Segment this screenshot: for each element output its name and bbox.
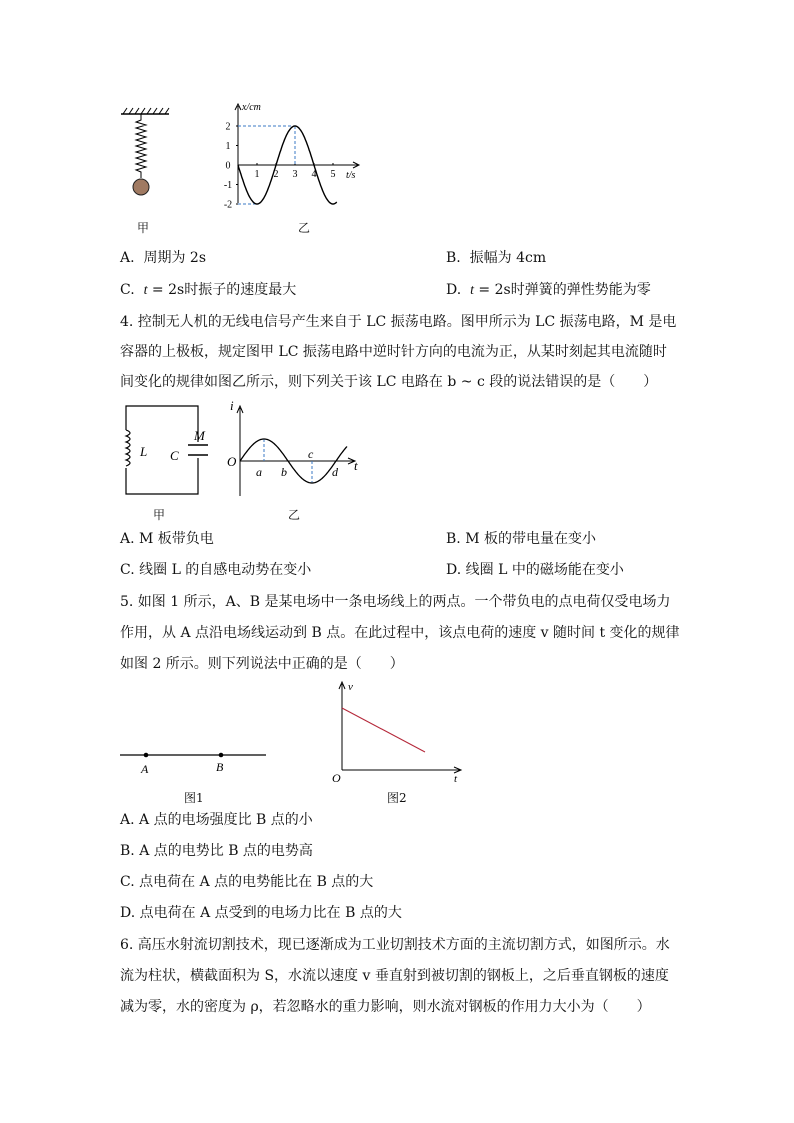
point-b-label: B	[216, 760, 224, 774]
q4-option-d[interactable]: D. 线圈 L 中的磁场能在变小	[446, 562, 624, 578]
q4-option-a[interactable]: A. M 板带负电	[120, 531, 214, 547]
q6-stem-line-3: 减为零，水的密度为 ρ，若忽略水的重力影响，则水流对钢板的作用力大小为（ ）	[120, 999, 651, 1015]
q3-option-b[interactable]: B. 振幅为 4cm	[446, 250, 547, 266]
x-axis-label: t	[454, 773, 458, 784]
origin-label: O	[332, 771, 341, 784]
q5-stem-line-1: 5. 如图 1 所示，A、B 是某电场中一条电场线上的两点。一个带负电的点电荷仅受电场力	[120, 594, 671, 610]
field-line-figure	[118, 740, 268, 780]
q5-stem-line-3: 如图 2 所示。则下列说法中正确的是（ ）	[120, 656, 404, 672]
y-tick-label: -1	[223, 180, 233, 191]
q3-option-a[interactable]: A. 周期为 2s	[120, 250, 207, 266]
velocity-line	[342, 708, 425, 752]
q5-option-c[interactable]: C. 点电荷在 A 点的电势能比在 B 点的大	[120, 874, 374, 890]
q4-option-c[interactable]: C. 线圈 L 的自感电动势在变小	[120, 562, 312, 578]
q6-stem-line-2: 流为柱状，横截面积为 S，水流以速度 v 垂直射到被切割的钢板上，之后垂直钢板的速度	[120, 968, 669, 984]
q4-option-b[interactable]: B. M 板的带电量在变小	[446, 531, 596, 547]
y-tick-label: -2	[223, 199, 233, 211]
x-axis-label: t/s	[346, 170, 356, 181]
q5-option-a[interactable]: A. A 点的电场强度比 B 点的小	[120, 812, 313, 828]
q3-option-c[interactable]: C. t = 2s时振子的速度最大	[120, 282, 297, 298]
spring-oscillator-figure	[115, 106, 175, 236]
inductor-label: L	[140, 444, 148, 459]
figure-jia-caption: 甲	[137, 221, 150, 235]
y-axis-label: i	[230, 398, 234, 413]
figure2-caption: 图2	[387, 791, 407, 805]
q5-option-b[interactable]: B. A 点的电势比 B 点的电势高	[120, 843, 313, 859]
x-tick-label: 1	[254, 169, 260, 180]
q4-stem-line-1: 4. 控制无人机的无线电信号产生来自于 LC 振荡电路。图甲所示为 LC 振荡电路，M 是电	[120, 314, 677, 330]
point-d-label: d	[332, 465, 338, 479]
x-tick-label: 5	[330, 169, 336, 180]
q3-option-d[interactable]: D. t = 2s时弹簧的弹性势能为零	[446, 282, 651, 298]
y-axis-label: x/cm	[242, 102, 261, 113]
plate-m-label: M	[194, 428, 205, 443]
current-time-graph	[226, 398, 366, 502]
circuit-caption: 甲	[153, 508, 166, 522]
point-a-label: a	[256, 465, 262, 479]
lc-circuit-figure	[118, 400, 208, 500]
q5-stem-line-2: 作用，从 A 点沿电场线运动到 B 点。在此过程中，该点电荷的速度 v 随时间 t 变化的规律	[120, 625, 680, 641]
velocity-time-graph	[326, 678, 466, 784]
q4-stem-line-3: 间变化的规律如图乙所示，则下列关于该 LC 电路在 b ~ c 段的说法错误的是（ ）	[120, 374, 658, 390]
point-b-label: b	[281, 465, 287, 479]
y-axis-label: v	[348, 681, 353, 693]
y-tick-label: 1	[225, 141, 231, 152]
graph-caption: 乙	[288, 508, 301, 522]
x-tick-label: 2	[273, 169, 279, 180]
point-c-label: c	[308, 447, 314, 461]
x-tick-label: 3	[292, 169, 298, 180]
origin-label: O	[227, 454, 237, 469]
y-tick-label: 2	[225, 121, 231, 133]
x-tick-label: 4	[311, 169, 317, 180]
point-a-label: A	[141, 762, 149, 776]
capacitor-label: C	[170, 448, 179, 463]
x-axis-label: t	[354, 458, 358, 473]
displacement-time-graph	[218, 100, 368, 212]
q5-option-d[interactable]: D. 点电荷在 A 点受到的电场力比在 B 点的大	[120, 905, 402, 921]
q4-stem-line-2: 容器的上极板，规定图甲 LC 振荡电路中逆时针方向的电流为正，从某时刻起其电流随时	[120, 344, 667, 360]
y-tick-label: 0	[225, 160, 231, 172]
figure1-caption: 图1	[184, 791, 204, 805]
q6-stem-line-1: 6. 高压水射流切割技术，现已逐渐成为工业切割技术方面的主流切割方式，如图所示。水	[120, 937, 670, 953]
figure-yi-caption: 乙	[298, 221, 311, 235]
